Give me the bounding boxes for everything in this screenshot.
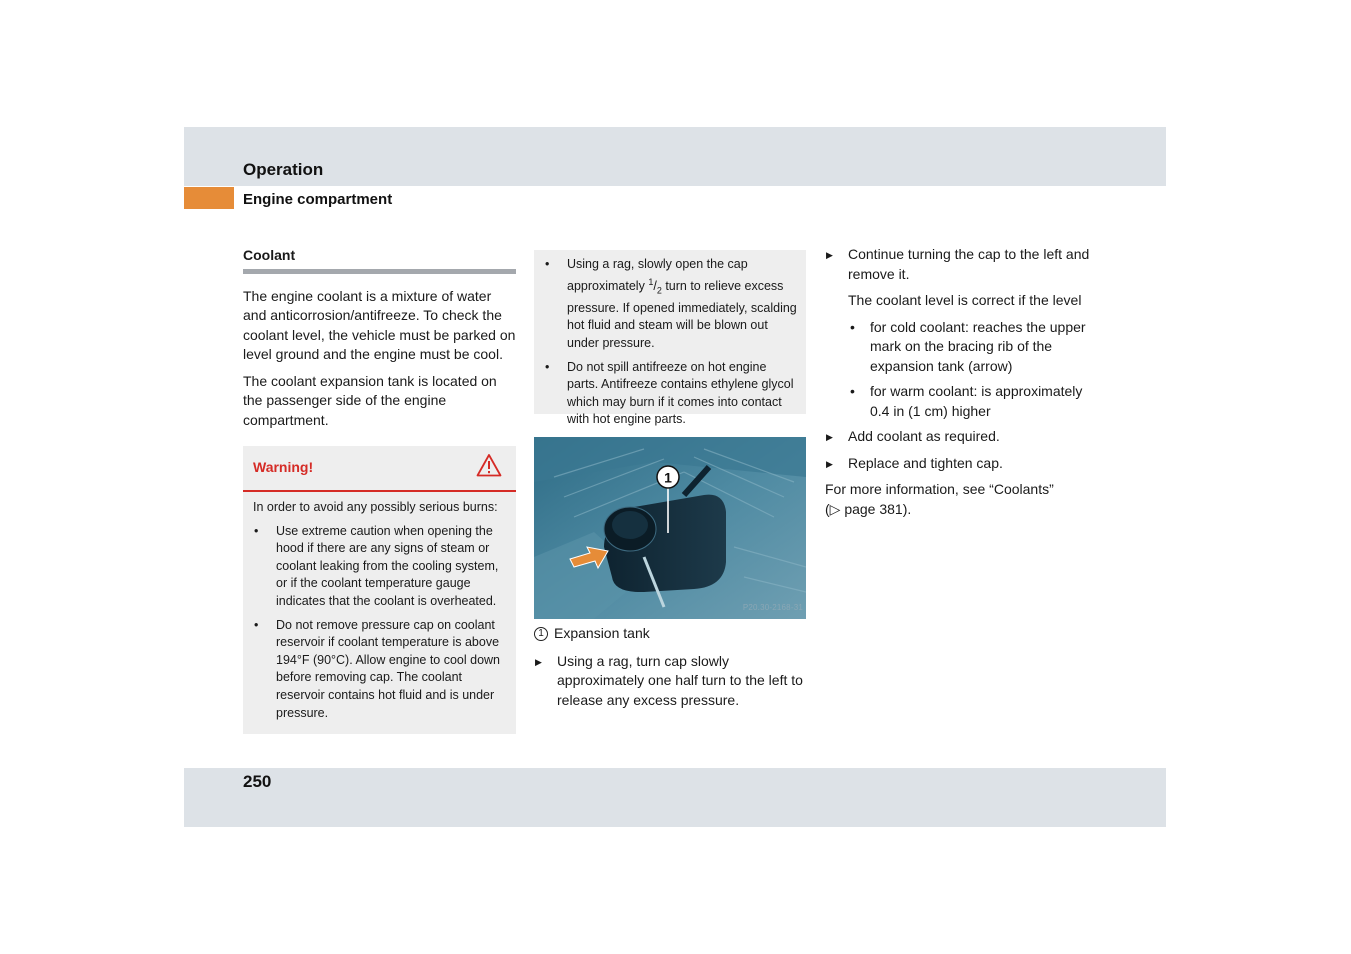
warning-triangle-icon <box>476 453 502 483</box>
subsection-title: Engine compartment <box>243 191 393 208</box>
caption-text: Expansion tank <box>554 625 650 641</box>
caution-list <box>544 256 798 429</box>
caution-box <box>534 250 806 427</box>
caution-item-text-start: Using a rag, slowly open the cap approximately <box>567 257 748 293</box>
column-left <box>243 246 516 734</box>
section-tab-marker <box>184 187 234 209</box>
caution-item <box>544 256 798 353</box>
image-code: P20.30-2168-31 <box>742 602 803 612</box>
footer-band <box>184 768 1166 827</box>
warning-body <box>243 492 516 722</box>
page-reference-link[interactable]: (▷ page 381). <box>825 500 912 517</box>
caution-item: • Do not spill antifreeze on hot engine parts. Antifreeze contains ethylene glycol which may burn if it comes into contact with hot engine parts. <box>544 359 798 429</box>
level-condition-item: • for cold coolant: reaches the upper mark on the bracing rib of the expansion tank (arrow) <box>825 318 1105 377</box>
level-condition-item: • for warm coolant: is approximately 0.4 in (1 cm) higher <box>825 382 1105 421</box>
step-item: ▶ Continue turning the cap to the left and remove it. <box>825 245 1105 284</box>
caution-item-text-end: turn to relieve excess pressure. If opened immediately, scalding hot fluid and steam will be blown out under pressure. <box>567 278 797 351</box>
warning-list <box>253 523 508 723</box>
level-conditions <box>825 318 1105 422</box>
step-list <box>825 427 1105 473</box>
warning-header <box>243 446 516 492</box>
location-paragraph: The coolant expansion tank is located on the passenger side of the engine compartment. <box>243 372 497 428</box>
step-item: ▶ Add coolant as required. <box>825 427 1105 447</box>
column-middle <box>534 250 806 717</box>
column-right <box>825 245 1105 519</box>
warning-item: • Do not remove pressure cap on coolant reservoir if coolant temperature is above 194°F (90°C). Allow engine to cool down before removing cap. The coolant reservoir contains hot fluid and is under pressure. <box>253 617 508 723</box>
fraction-denominator: 2 <box>656 285 662 296</box>
step-list <box>825 245 1105 284</box>
fraction-half <box>648 276 662 296</box>
warning-intro: In order to avoid any possibly serious burns: <box>253 500 498 514</box>
step-item: ▶ Replace and tighten cap. <box>825 454 1105 474</box>
page-number: 250 <box>243 772 272 791</box>
warning-item: • Use extreme caution when opening the hood if there are any signs of steam or coolant leaking from the cooling system, or if the coolant temperature gauge indicates that the coolant is overheated. <box>253 523 508 611</box>
level-intro: The coolant level is correct if the level <box>848 292 1082 308</box>
intro-paragraph: The engine coolant is a mixture of water and anticorrosion/antifreeze. To check the coolant level, the vehicle must be parked on level ground and the engine must be cool. <box>243 287 516 362</box>
section-title: Operation <box>243 160 324 179</box>
coolant-heading: Coolant <box>243 246 516 274</box>
header-band <box>184 127 1166 186</box>
photo-callout-number: 1 <box>664 469 672 486</box>
fraction-numerator: 1 <box>648 276 654 287</box>
fraction-slash: / <box>653 278 657 293</box>
image-caption <box>534 624 806 644</box>
caption-number: 1 <box>534 627 548 641</box>
more-info <box>825 480 1105 519</box>
more-info-text: For more information, see “Coolants” <box>825 481 1054 497</box>
engine-compartment-photo <box>534 437 806 619</box>
warning-box <box>243 446 516 734</box>
step-list <box>534 652 806 711</box>
step-item: ▶ Using a rag, turn cap slowly approximately one half turn to the left to release any excess pressure. <box>534 652 806 711</box>
warning-title: Warning! <box>253 459 314 476</box>
